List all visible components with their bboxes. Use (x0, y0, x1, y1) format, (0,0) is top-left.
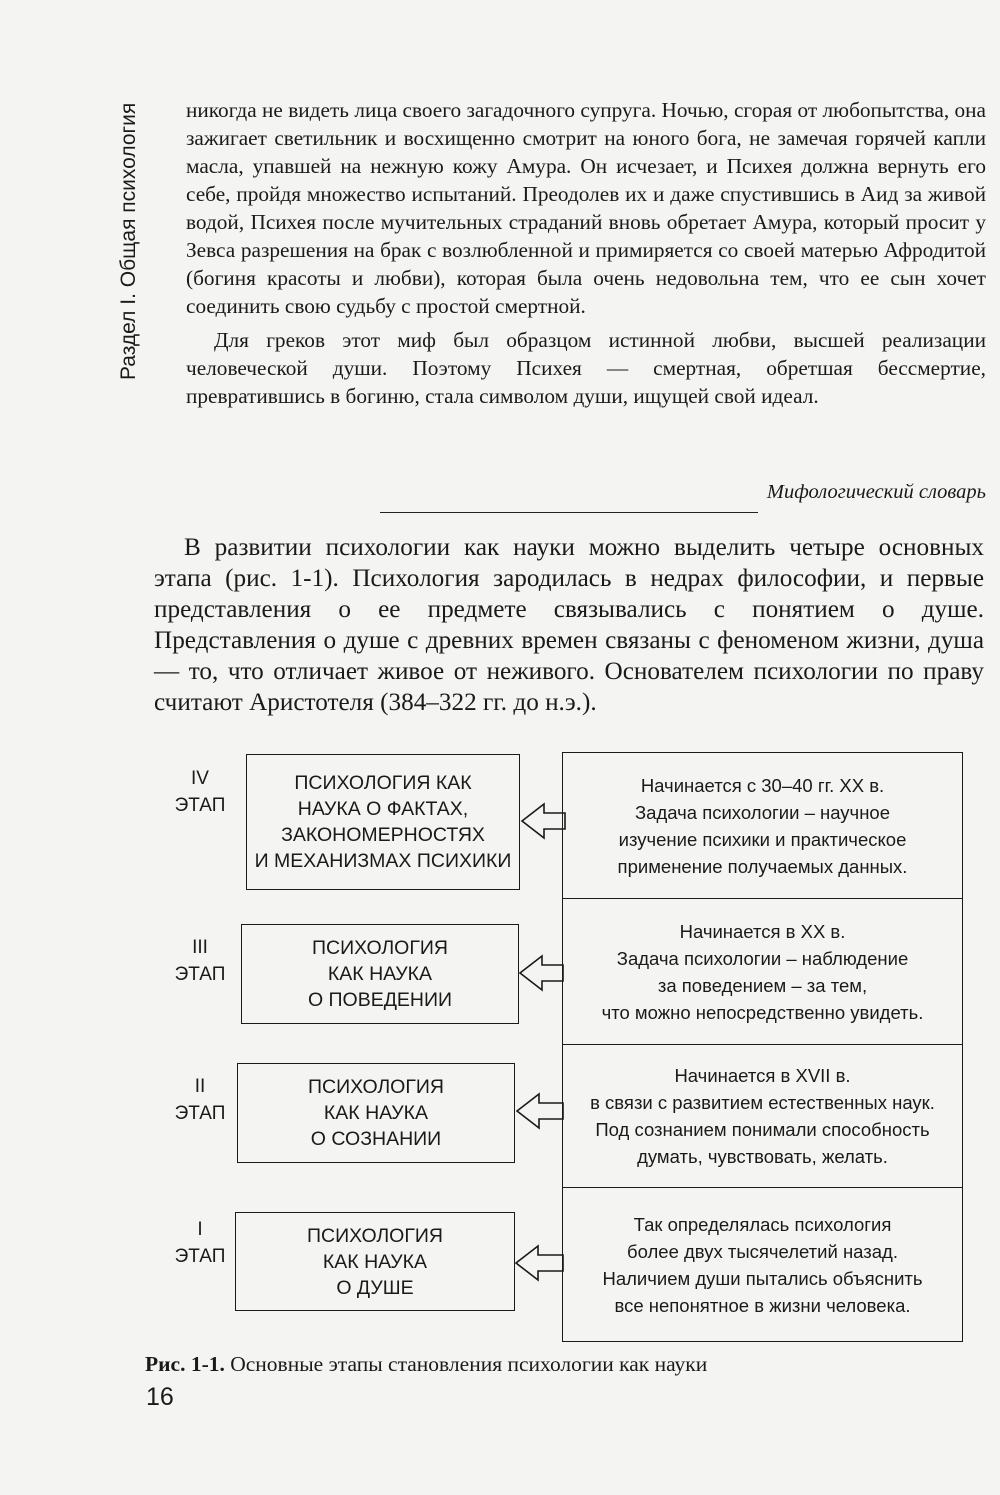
quote-paragraph-2: Для греков этот миф был образцом истинной любви, высшей реализации человеческой души. Поэтому Психея — смертная, обретшая бессмертие, превратившись в богиню, стала символом души, ищущей свой идеал. (186, 328, 986, 408)
stage-box-1: ПСИХОЛОГИЯ КАК НАУКА О ДУШЕ (235, 1212, 515, 1311)
arrow-left-icon (520, 956, 563, 990)
caption-label: Рис. 1-1. (145, 1352, 225, 1376)
arrow-left-icon (517, 1094, 563, 1128)
quote-paragraph-1: никогда не видеть лица своего загадочного супруга. Ночью, сгорая от любопытства, она зажигает светильник и восхищенно смотрит на юного бога, не замечая горячей капли масла, упавшей на нежную кожу Амура. Он исчезает, и Психея должна вернуть его себе, пройдя множество испытаний. Преодолев их и даже спустившись в Аид за живой водой, Психея после мучительных страданий вновь обретает Амура, который просит у Зевса разрешения на брак с возлюбленной и примиряется со своей матерью Афродитой (богиня красоты и любви), которая была очень недовольна тем, что ее сын хочет соединить свою судьбу с простой смертной. (186, 98, 986, 318)
section-side-title: Раздел I. Общая психология (117, 102, 140, 380)
stage-description-1: Так определялась психология более двух тысячелетий назад. Наличием души пытались объяснить все непонятное в жизни человека. (563, 1187, 962, 1341)
main-paragraph: В развитии психологии как науки можно выделить четыре основных этапа (рис. 1-1). Психология зародилась в недрах философии, и первые представления о ее предмете связывались с понятием о душе. Представления о душе с древних времен связаны с феноменом жизни, душа — то, что отличает живое от неживого. Основателем психологии по праву считают Аристотеля (384–322 гг. до н.э.). (154, 534, 984, 716)
page-number: 16 (146, 1383, 174, 1411)
stage-roman: II (194, 1076, 206, 1097)
stage-description-4: Начинается с 30–40 гг. XX в. Задача психологии – научное изучение психики и практическое применение получаемых данных. (617, 774, 908, 877)
caption-text: Основные этапы становления психологии как науки (224, 1352, 708, 1376)
quote-attribution: Мифологический словарь (766, 481, 986, 503)
stage-roman: IV (191, 768, 209, 789)
stage-word: ЭТАП (174, 1246, 226, 1267)
stage-description-2: Начинается в XVII в. в связи с развитием естественных наук. Под сознанием понимали способность думать, чувствовать, желать. (563, 1044, 962, 1187)
stage-description-3: Начинается в XX в. Задача психологии – наблюдение за поведением – за тем, что можно непосредственно увидеть. (563, 898, 962, 1044)
stage-box-2: ПСИХОЛОГИЯ КАК НАУКА О СОЗНАНИИ (237, 1063, 515, 1163)
stage-roman: III (192, 937, 208, 958)
stage-roman: I (197, 1219, 203, 1240)
stage-box-3: ПСИХОЛОГИЯ КАК НАУКА О ПОВЕДЕНИИ (241, 924, 519, 1024)
arrow-left-icon (516, 1246, 563, 1280)
stage-word: ЭТАП (174, 795, 226, 816)
stage-word: ЭТАП (174, 1103, 226, 1124)
stage-box-4: ПСИХОЛОГИЯ КАК НАУКА О ФАКТАХ, ЗАКОНОМЕРНОСТЯХ И МЕХАНИЗМАХ ПСИХИКИ (246, 754, 520, 890)
figure-caption (145, 1352, 707, 1377)
arrow-left-icon (522, 804, 565, 838)
stage-word: ЭТАП (174, 964, 226, 985)
